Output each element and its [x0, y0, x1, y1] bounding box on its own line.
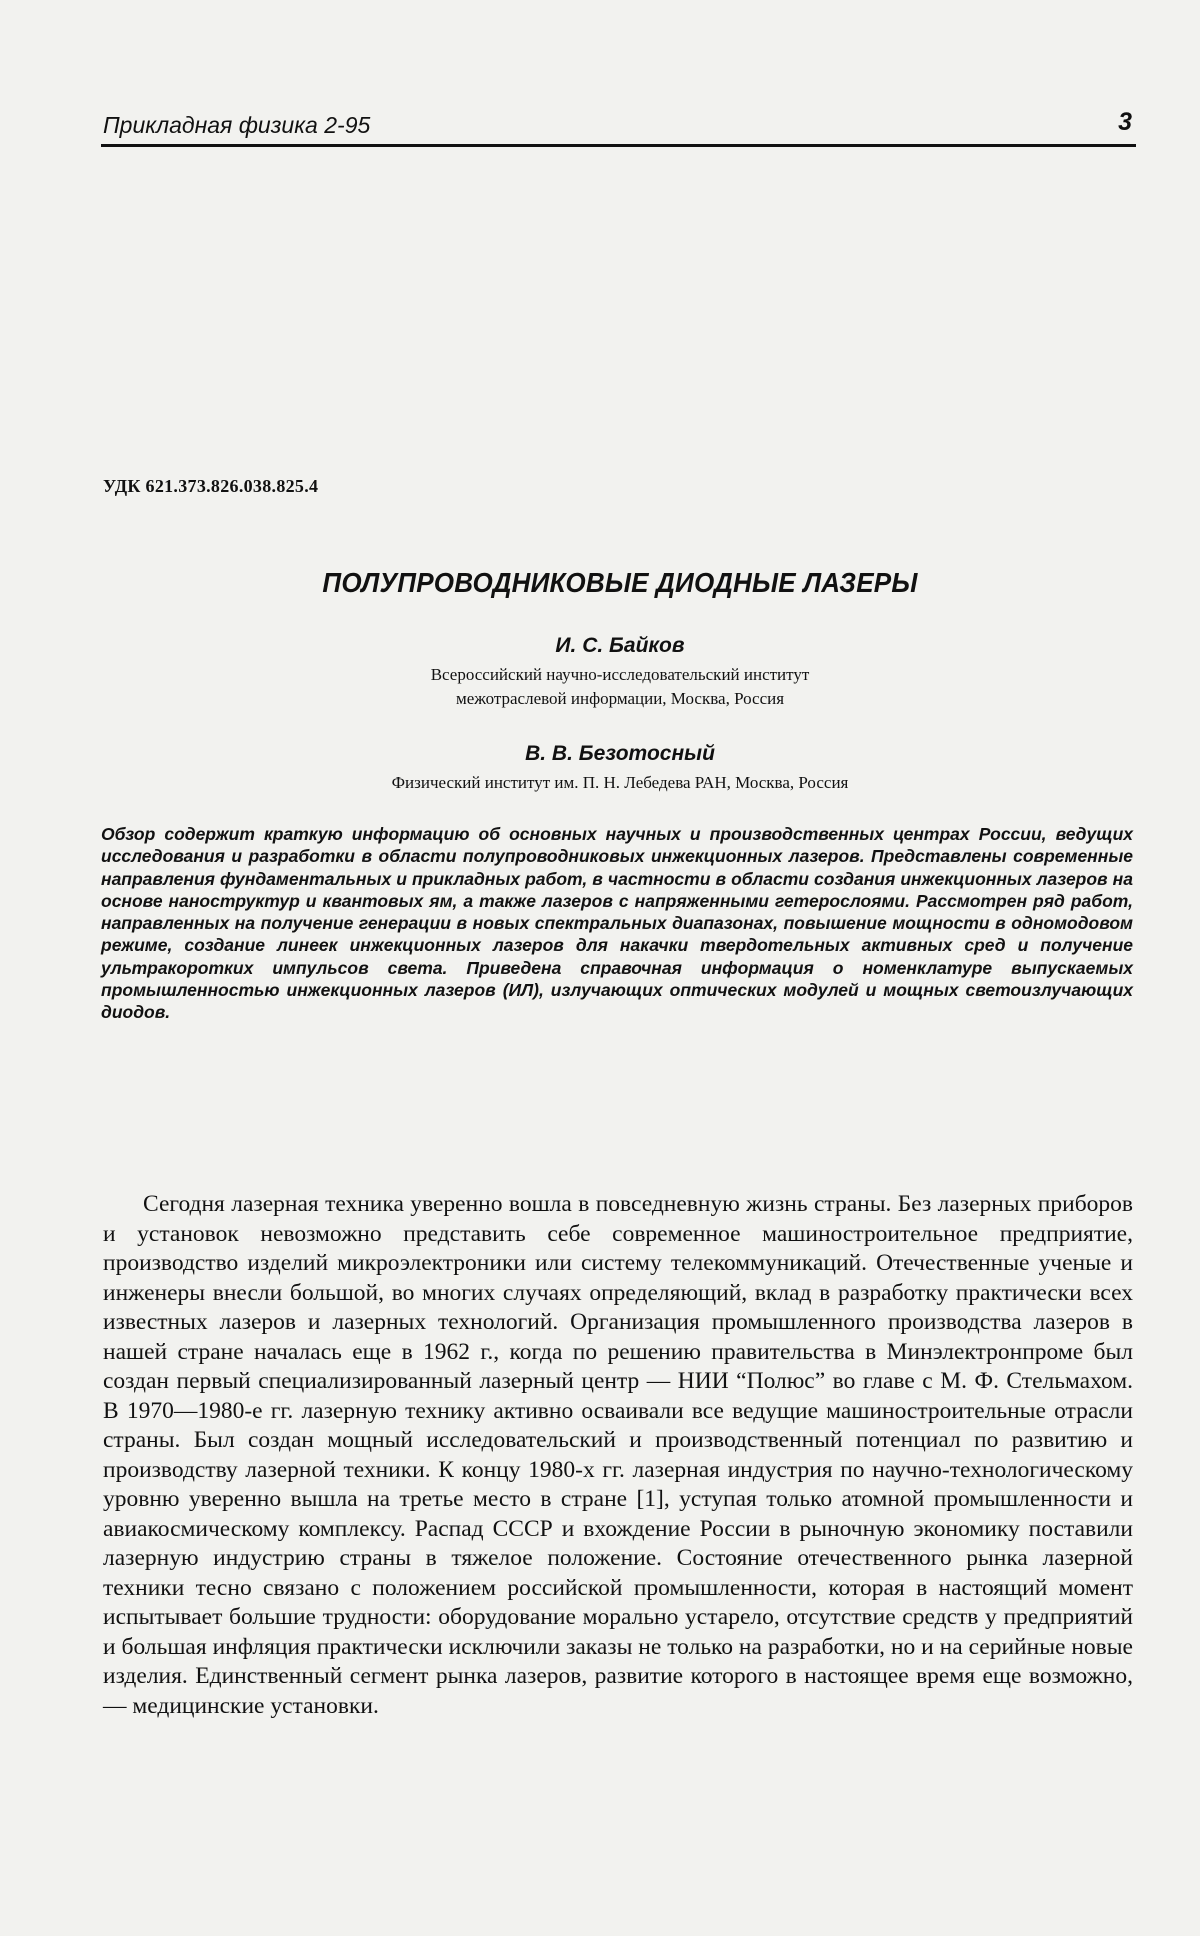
udk-code: УДК 621.373.826.038.825.4 [103, 476, 319, 496]
author-affiliation: Всероссийский научно-исследовательский институт [430, 665, 810, 684]
author-affiliation: межотраслевой информации, Москва, Россия [455, 689, 785, 708]
article-title [0, 567, 1200, 599]
body-paragraph: Сегодня лазерная техника уверенно вошла в повседневную жизнь страны. Без лазерных приборов и установок невозможно представить себе современное машиностроительное предприятие, производство изделий микроэлектроники или систему телекоммуникаций. Отечественные ученые и инженеры внесли большой, во многих случаях определяющий, вклад в разработку практически всех известных лазеров и лазерных технологий. Организация промышленного производства лазеров в нашей стране началась еще в 1962 г., когда по решению правительства в Минэлектронпроме был создан первый специализированный лазерный центр — НИИ “Полюс” во главе с М. Ф. Стельмахом. В 1970—1980-е гг. лазерную технику активно осваивали все ведущие машиностроительные отрасли страны. Был создан мощный исследовательский и производственный потенциал по развитию и производству лазерной техники. К концу 1980-х гг. лазерная индустрия по научно-технологическому уровню уверенно вышла на третье место в стране [1], уступая только атомной промышленности и авиакосмическому комплексу. Распад СССР и вхождение России в рыночную экономику поставили лазерную индустрию страны в тяжелое положение. Состояние отечественного рынка лазерной техники тесно связано с положением российской промышленности, которая в настоящий момент испытывает большие трудности: оборудование морально устарело, отсутствие средств у предприятий и большая инфляция практически исключили заказы не только на разработки, но и на серийные новые изделия. Единственный сегмент рынка лазеров, развитие которого в настоящее время еще возможно,— медицинские установки. [103, 1191, 1133, 1719]
author-name: В. В. Безотосный [525, 742, 715, 765]
article-title-text: ПОЛУПРОВОДНИКОВЫЕ ДИОДНЫЕ ЛАЗЕРЫ [322, 567, 918, 598]
journal-title: Прикладная физика 2-95 [103, 112, 371, 138]
abstract: Обзор содержит краткую информацию об основных научных и производственных центрах России, ведущих исследования и разработки в области полупроводниковых инжекционных лазеров. Представлены современные направления фундаментальных и прикладных работ, в частности в области создания инжекционных лазеров на основе наноструктур и квантовых ям, а также лазеров с напряженными гетерослоями. Рассмотрен ряд работ, направленных на получение генерации в новых спектральных диапазонах, повышение мощности в одномодовом режиме, создание линеек инжекционных лазеров для накачки твердотельных активных сред и получение ультракоротких импульсов света. Приведена справочная информация о номенклатуре выпускаемых промышленностью инжекционных лазеров (ИЛ), излучающих оптических модулей и мощных светоизлучающих диодов. [101, 824, 1133, 1023]
page-number: 3 [1118, 108, 1132, 136]
author-name: И. С. Байков [555, 634, 685, 657]
author-affiliation: Физический институт им. П. Н. Лебедева РАН, Москва, Россия [391, 773, 849, 792]
running-header [101, 110, 1136, 147]
